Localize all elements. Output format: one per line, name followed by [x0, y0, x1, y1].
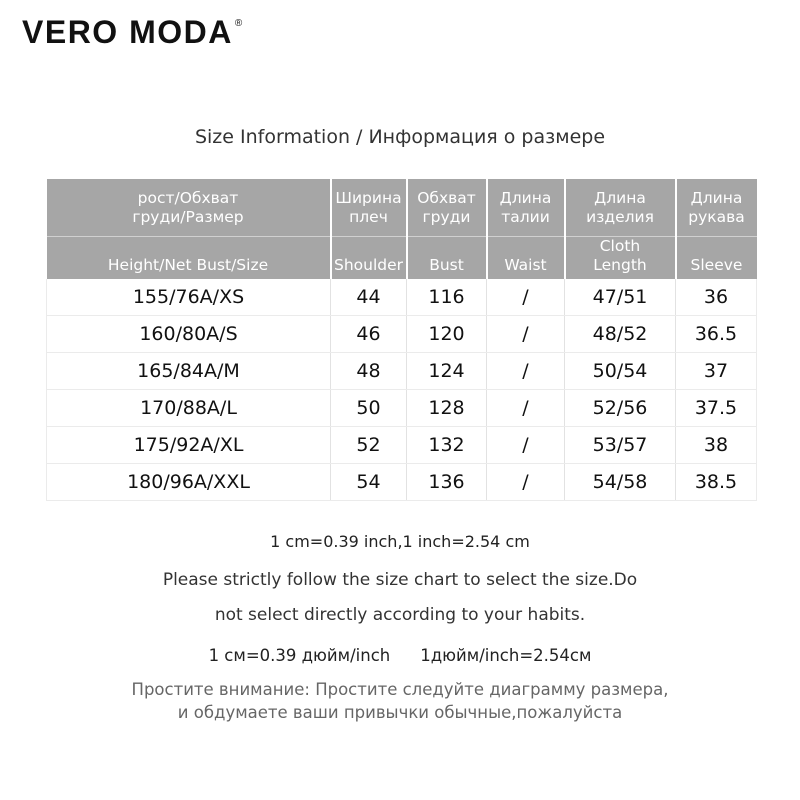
advice-line-1: Please strictly follow the size chart to select the size.Do	[162, 570, 638, 590]
cell-sleeve: 36.5	[676, 316, 757, 353]
cell-size: 170/88A/L	[47, 390, 331, 427]
advice-russian-line-1: Простите внимание: Простите следуйте диаграмму размера,	[131, 680, 669, 699]
page-title: Size Information / Информация о размере	[194, 126, 606, 148]
brand-logo	[22, 14, 244, 51]
cell-size: 155/76A/XS	[47, 279, 331, 316]
cell-sleeve: 38	[676, 427, 757, 464]
table-row	[47, 279, 757, 316]
size-table	[46, 179, 757, 501]
cell-length: 54/58	[565, 464, 676, 501]
advice-russian-line-2: и обдумаете ваши привычки обычные,пожалуйста	[177, 703, 623, 722]
cell-shoulder: 46	[331, 316, 407, 353]
brand-name: VERO MODA	[22, 14, 233, 50]
conversion-ru-cm: 1 см=0.39 дюйм/inch	[208, 646, 391, 665]
header-ru-size: рост/Обхват груди/Размер	[47, 179, 331, 236]
header-row-russian	[47, 179, 757, 236]
cell-bust: 116	[407, 279, 487, 316]
advice-line-2: not select directly according to your habits.	[214, 605, 586, 625]
conversion-ru-inch: 1дюйм/inch=2.54см	[420, 646, 592, 665]
cell-waist: /	[487, 464, 565, 501]
table-row	[47, 427, 757, 464]
header-en-waist: Waist	[487, 236, 565, 279]
cell-bust: 132	[407, 427, 487, 464]
header-en-sleeve: Sleeve	[676, 236, 757, 279]
header-ru-shoulder: Ширина плеч	[331, 179, 407, 236]
header-ru-sleeve: Длина рукава	[676, 179, 757, 236]
cell-bust: 120	[407, 316, 487, 353]
table-row	[47, 353, 757, 390]
cell-shoulder: 54	[331, 464, 407, 501]
cell-sleeve: 38.5	[676, 464, 757, 501]
cell-length: 47/51	[565, 279, 676, 316]
table-row	[47, 464, 757, 501]
header-en-size: Height/Net Bust/Size	[47, 236, 331, 279]
cell-shoulder: 44	[331, 279, 407, 316]
header-en-length: Cloth Length	[565, 236, 676, 279]
cell-sleeve: 36	[676, 279, 757, 316]
header-row-english	[47, 236, 757, 279]
cell-waist: /	[487, 427, 565, 464]
table-row	[47, 316, 757, 353]
cell-waist: /	[487, 390, 565, 427]
header-en-shoulder: Shoulder	[331, 236, 407, 279]
cell-size: 165/84A/M	[47, 353, 331, 390]
cell-length: 50/54	[565, 353, 676, 390]
cell-waist: /	[487, 316, 565, 353]
cell-waist: /	[487, 279, 565, 316]
registered-mark: ®	[234, 18, 244, 29]
cell-bust: 136	[407, 464, 487, 501]
cell-length: 52/56	[565, 390, 676, 427]
cell-shoulder: 50	[331, 390, 407, 427]
cell-size: 175/92A/XL	[47, 427, 331, 464]
cell-waist: /	[487, 353, 565, 390]
header-ru-bust: Обхват груди	[407, 179, 487, 236]
cell-sleeve: 37.5	[676, 390, 757, 427]
conversion-note-english: 1 cm=0.39 inch,1 inch=2.54 cm	[270, 532, 530, 551]
cell-shoulder: 48	[331, 353, 407, 390]
cell-shoulder: 52	[331, 427, 407, 464]
cell-sleeve: 37	[676, 353, 757, 390]
cell-size: 160/80A/S	[47, 316, 331, 353]
header-ru-length: Длина изделия	[565, 179, 676, 236]
cell-bust: 128	[407, 390, 487, 427]
cell-bust: 124	[407, 353, 487, 390]
header-en-bust: Bust	[407, 236, 487, 279]
table-row	[47, 390, 757, 427]
cell-length: 53/57	[565, 427, 676, 464]
header-ru-waist: Длина талии	[487, 179, 565, 236]
cell-size: 180/96A/XXL	[47, 464, 331, 501]
cell-length: 48/52	[565, 316, 676, 353]
conversion-note-russian	[0, 646, 800, 665]
